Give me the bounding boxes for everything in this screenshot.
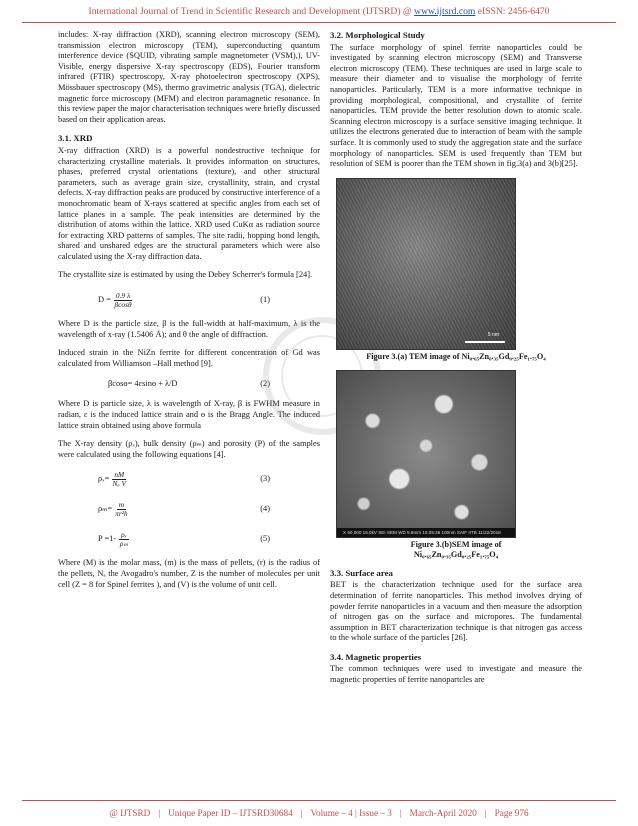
surface-area-paragraph: BET is the characterization technique used for the surface area determination of ferrite nanoparticles. This method involves drying of powder ferrite nanoparticles in a vacuum and then measure the adsorption of nitrogen gas on the surface and micropores. The fundamental assumption in BET characterization technique is that nitrogen gas access to the whole surface of the particles [26]. [330,580,582,643]
equation-1 [58,289,320,311]
eq1-denominator: βcosθ [114,299,132,309]
eq1-description: Where D is the particle size, β is the full-width at half-maximum, λ is the wavelength of x-ray (1.5406 Å); and θ the angle of diffraction. [58,319,320,339]
eq2-text: βcosɵ= 4εsinɵ + λ/D [108,379,178,389]
eq1-numerator: 0.9 λ [115,290,131,300]
running-header [0,6,638,17]
eq1-lhs: D = [98,294,111,304]
eq3-denominator: Nₐ V [112,478,126,488]
morphology-paragraph: The surface morphology of spinel ferrite nanoparticles could be investigated by scanning electron microscopy (SEM) and Transverse electron microscopy (TEM). These techniques are used in large scale to measure their diameter and to visualise the morphology of ferrite nanoparticles. Particularly, TEM is a more informative technique in providing morphological, compositional, and crystallite of ferrite nanoparticles. TEM provide the better resolution down to atomic scale. Scanning electron microscopy is a surface sensitive imaging technique. It utilizes the electrons generated due to interaction of beam with the sample surface. It is commonly used to study the aggregation state and the surface morphology of nanoparticles. SEM is used frequently than TEM but resolution of SEM is poorer than the TEM shown in fig.3(a) and 3(b)[25]. [330,42,582,169]
tem-image [336,178,516,350]
eq5-numerator: ρₓ [121,529,127,539]
morphology-heading: 3.2. Morphological Study [330,30,425,40]
strain-intro: Induced strain in the NiZn ferrite for different concentration of Gd was calculated from Williamson –Hall method [9]. [58,348,320,368]
eq4-lhs: ρₘ= [98,504,113,514]
tem-caption: Figure 3.(a) TEM image of Ni₀.₆₅Zn₀.₃₅Gd₀.₂₅Fe₁.₇₅O₄ [366,351,546,361]
sem-info-bar: X 50,000 15.0kV SEI SEM WD 5.9mm 15:05:36 100nm SAIF IITB 11/22/2018 [337,528,515,537]
scherrer-intro: The crystallite size is estimated by using the Debey Scherrer's formula [24]. [58,270,313,280]
tem-scale-label: 5 nm [487,332,499,339]
equation-4 [58,498,320,520]
issn: eISSN: 2456-6470 [475,6,550,17]
eq5-number: (5) [260,534,270,544]
footer-page: Page 976 [494,808,529,818]
journal-url-link[interactable]: www.ijtsrd.com [414,6,476,17]
eq5-lhs: P =1- [98,534,117,544]
magnetic-properties-heading: 3.4. Magnetic properties [330,651,422,662]
density-intro: The X-ray density (ρₓ), bulk density (ρₘ) and porosity (P) of the samples were calculated using the following equations [4]. [58,439,320,459]
xrd-heading: 3.1. XRD [58,133,93,144]
left-column [58,30,320,598]
equation-5 [58,528,320,550]
sem-image [336,370,516,538]
footer-site: @ IJTSRD [109,808,151,818]
eq4-numerator: m [118,499,125,509]
eq4-fraction [115,501,128,518]
eq2-number: (2) [260,379,270,389]
magnetic-properties-paragraph: The common techniques were used to investigate and measure the magnetic properties of ferrite nanopartcles are [330,664,582,685]
running-footer: @ IJTSRD | Unique Paper ID – IJTSRD30684 | Volume – 4 | Issue – 3 | March-April 2020 | Page 976 [109,808,529,818]
eq3-number: (3) [260,474,270,484]
eq4-number: (4) [260,504,270,514]
equation-2 [58,377,320,391]
footer-date: March-April 2020 [409,808,477,818]
eq4-denominator: πr²h [115,508,128,518]
header-rule [22,22,616,23]
eq5-denominator: ρₘ [119,538,129,548]
sem-caption [330,540,582,560]
footer-paper-id: Unique Paper ID – IJTSRD30684 [168,808,293,818]
right-column [330,30,582,694]
equation-3 [58,468,320,490]
xrd-paragraph: X-ray diffraction (XRD) is a powerful nondestructive technique for characterizing crystalline materials. It provides information on structures, phases, preferred crystal orientations (texture), and other structural parameters, such as average grain size, crystallinity, strain, and crystal defects. X-ray diffraction peaks are produced by constructive interference of a monochromatic beam of X-rays scattered at specific angles from each set of lattice planes in a sample. The peak intensities are determined by the distribution of atoms within the lattice. XRD used CuKα as radiation source for extracting XRD patterns of samples. The site radii, hopping bond length, shared and unshared edges are the structural parameters which were also calculated using the X-ray diffraction data. [58,145,320,261]
tem-scale-bar [465,341,505,343]
eq3-numerator: nM [114,469,125,479]
eq5-fraction [119,531,129,548]
eq2-description: Where D is particle size, λ is wavelength of X-ray, β is FWHM measure in radian, ε is the induced lattice strain and ɵ is the Bragg Angle. The induced lattice strain obtained using above formula [58,399,320,430]
footer-volume: Volume – 4 | Issue – 3 [310,808,392,818]
eq3-lhs: ρₓ= [98,474,110,484]
eq1-fraction [114,292,132,309]
equation-variables-description: Where (M) is the molar mass, (m) is the mass of pellets, (r) is the radius of the pellets, Nₐ the Avogadro's number, Z is the number of molecules per unit cell (Z = 8 for Spinel ferrites ), and (V) is the volume of unit cell. [58,558,320,589]
journal-name: International Journal of Trend in Scientific Research and Development (IJTSRD) @ [88,6,415,17]
intro-paragraph: includes: X-ray diffraction (XRD), scanning electron microscopy (SEM), transmission electron microscopy (TEM), superconducting quantum interference device (SQUID, vibrating sample magnetometer (VSM),), UV- Visible, energy dispersive X-ray spectroscopy (EDS), Fourier transform infrared (FTIR) spectroscopy, X-ray photoelectron spectroscopy (XPS), Mössbauer spectroscopy (MS), thermo gravimetric analysis (TGA), dielectric magnetic force microscopy (MFM) and electron paramagnetic resonance. In this review paper the major characterisation techniques were briefly discussed based on their application areas. [58,30,320,124]
sem-caption-line-2: Ni₀.₆₅Zn₀.₃₅Gd₀.₂₅Fe₁.₇₅O₄ [413,549,499,559]
surface-area-heading: 3.3. Surface area [330,567,393,578]
eq3-fraction [112,471,126,488]
sem-caption-line-1: Figure 3.(b)SEM image of [410,539,502,549]
footer-rule [22,800,616,801]
eq1-number: (1) [260,294,270,304]
